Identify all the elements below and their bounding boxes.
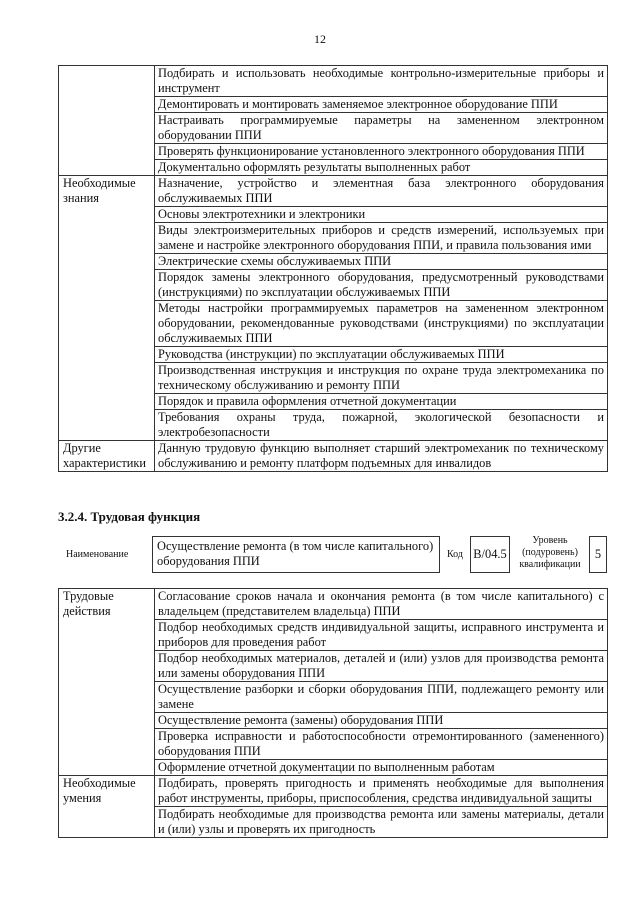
table-cell: Данную трудовую функцию выполняет старший электромеханик по техническому обслуживанию и ремонту платформ подъемных для инвалидов — [155, 441, 608, 472]
table-cell: Методы настройки программируемых параметров на замененном электронном оборудовании, рекомендованные руководствами (инструкциями) по эксплуатации обслуживаемых ППИ — [155, 301, 608, 347]
table-cell: Назначение, устройство и элементная база электронного оборудования обслуживаемых ППИ — [155, 176, 608, 207]
function-code-box: B/04.5 — [470, 536, 510, 573]
section-heading: 3.2.4. Трудовая функция — [58, 509, 201, 524]
qualification-level-box: 5 — [589, 536, 607, 573]
table-row — [59, 66, 608, 97]
table-row — [59, 589, 608, 620]
table-cell: Подбирать необходимые для производства ремонта или замены материалы, детали и (или) узлы и проверять их пригодность — [155, 807, 608, 838]
table-cell: Демонтировать и монтировать заменяемое электронное оборудование ППИ — [155, 97, 608, 113]
table-cell: Требования охраны труда, пожарной, экологической безопасности и электробезопасности — [155, 410, 608, 441]
table-cell: Подбор необходимых материалов, деталей и (или) узлов для производства ремонта или замены оборудования ППИ — [155, 651, 608, 682]
competency-table-1 — [58, 65, 608, 472]
code-label: Код — [447, 549, 463, 560]
table-row — [59, 441, 608, 472]
row-group-label — [59, 66, 155, 176]
table-cell: Виды электроизмерительных приборов и средств измерений, используемых при замене и настройке электронного оборудования ППИ, и правила пользования ими — [155, 223, 608, 254]
table-row — [59, 176, 608, 207]
row-group-label: Необходимые умения — [59, 776, 155, 838]
row-group-label: Необходимые знания — [59, 176, 155, 441]
table-cell: Производственная инструкция и инструкция по охране труда электромеханика по техническому обслуживанию и ремонту ППИ — [155, 363, 608, 394]
table-row — [59, 776, 608, 807]
table-cell: Осуществление ремонта (замены) оборудования ППИ — [155, 713, 608, 729]
table-cell: Порядок замены электронного оборудования, предусмотренный руководствами (инструкциями) по эксплуатации обслуживаемых ППИ — [155, 270, 608, 301]
qualification-level-label: Уровень (подуровень) квалификации — [519, 535, 581, 570]
table-cell: Документально оформлять результаты выполненных работ — [155, 160, 608, 176]
table-cell: Настраивать программируемые параметры на замененном электронном оборудовании ППИ — [155, 113, 608, 144]
name-label: Наименование — [66, 549, 129, 560]
table-cell: Согласование сроков начала и окончания ремонта (в том числе капитального) с владельцем (представителем владельца) ППИ — [155, 589, 608, 620]
page-number: 12 — [314, 32, 326, 46]
row-group-label: Трудовые действия — [59, 589, 155, 776]
table-cell: Электрические схемы обслуживаемых ППИ — [155, 254, 608, 270]
table-cell: Подбирать и использовать необходимые контрольно-измерительные приборы и инструмент — [155, 66, 608, 97]
table-cell: Подбирать, проверять пригодность и применять необходимые для выполнения работ инструменты, приборы, приспособления, средства индивидуальной защиты — [155, 776, 608, 807]
table-cell: Проверять функционирование установленного электронного оборудования ППИ — [155, 144, 608, 160]
competency-table-2 — [58, 588, 608, 838]
table-cell: Порядок и правила оформления отчетной документации — [155, 394, 608, 410]
table-cell: Основы электротехники и электроники — [155, 207, 608, 223]
row-group-label: Другие характеристики — [59, 441, 155, 472]
function-name-box: Осуществление ремонта (в том числе капитального) оборудования ППИ — [152, 536, 440, 573]
table-cell: Осуществление разборки и сборки оборудования ППИ, подлежащего ремонту или замене — [155, 682, 608, 713]
table-cell: Подбор необходимых средств индивидуальной защиты, исправного инструмента и приборов для проведения работ — [155, 620, 608, 651]
table-cell: Оформление отчетной документации по выполненным работам — [155, 760, 608, 776]
table-cell: Проверка исправности и работоспособности отремонтированного (замененного) оборудования ППИ — [155, 729, 608, 760]
table-cell: Руководства (инструкции) по эксплуатации обслуживаемых ППИ — [155, 347, 608, 363]
